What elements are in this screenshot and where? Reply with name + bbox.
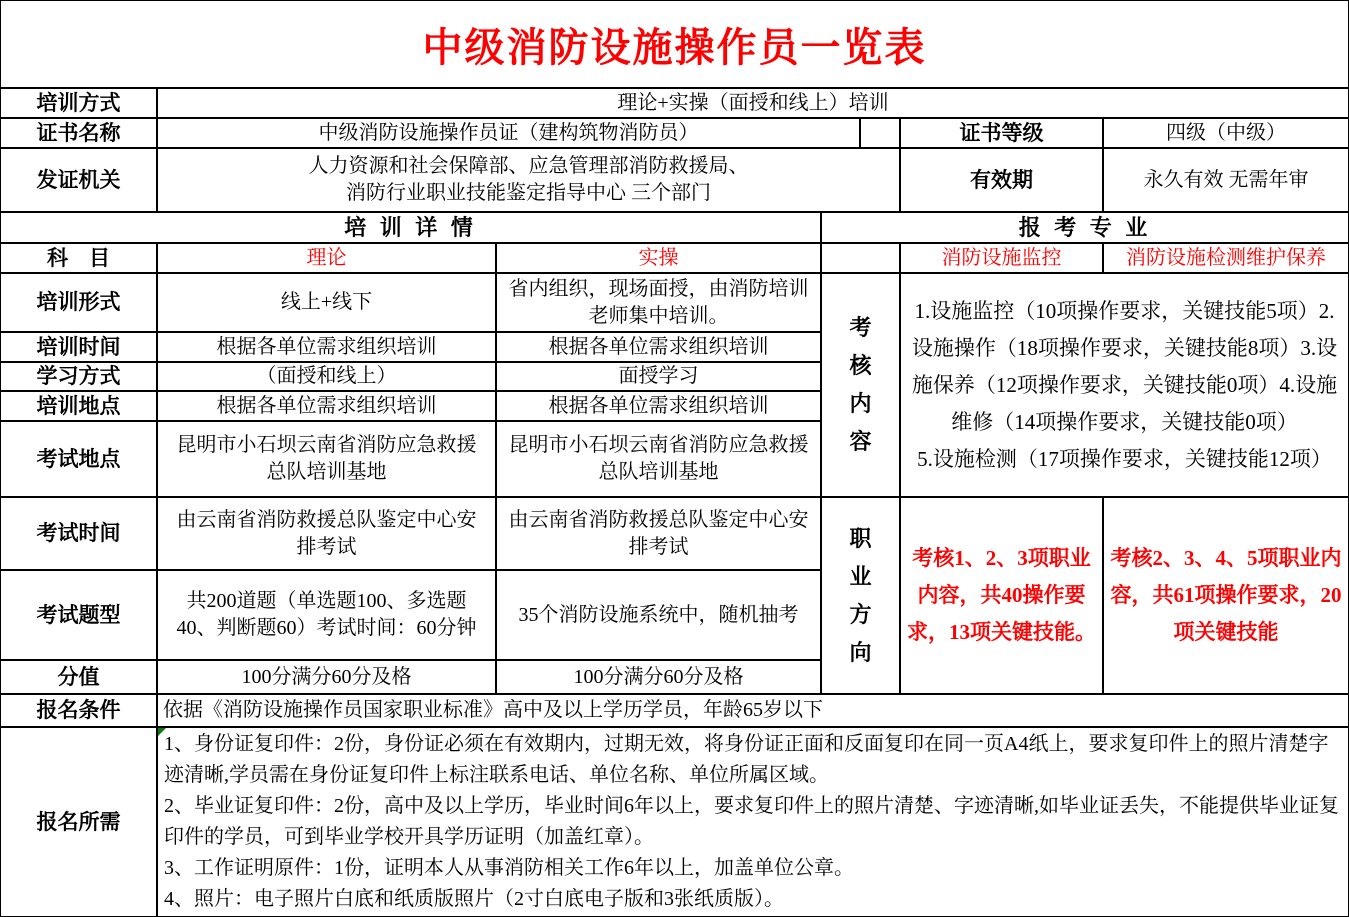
registration-condition-value: 依据《消防设施操作员国家职业标准》高中及以上学历学员，年龄65岁以下 xyxy=(158,695,1348,728)
learning-mode-label: 学习方式 xyxy=(1,363,158,392)
score-label: 分值 xyxy=(1,661,158,695)
certificate-spacer-cell xyxy=(861,119,901,149)
issuer-value xyxy=(158,149,901,213)
certificate-level-value: 四级（中级） xyxy=(1104,119,1348,149)
row-registration-required xyxy=(1,728,1348,916)
training-time-label: 培训时间 xyxy=(1,333,158,363)
exam-place-practice: 昆明市小石坝云南省消防应急救援总队培训基地 xyxy=(497,422,822,498)
score-theory: 100分满分60分及格 xyxy=(158,661,497,695)
career-label xyxy=(822,498,901,695)
exam-major-section xyxy=(822,274,1348,695)
validity-value: 永久有效 无需年审 xyxy=(1104,149,1348,213)
subject-theory: 理论 xyxy=(158,244,497,274)
training-place-practice: 根据各单位需求组织培训 xyxy=(497,392,822,422)
cell-comment-marker-icon xyxy=(158,728,166,736)
registration-required-item: 4、照片：电子照片白底和纸质版照片（2寸白底电子版和3张纸质版）。 xyxy=(164,888,784,910)
assessment-label-text: 考核内容 xyxy=(849,315,872,454)
certificate-name-label: 证书名称 xyxy=(1,119,158,149)
training-form-label: 培训形式 xyxy=(1,274,158,333)
assessment-label xyxy=(822,274,901,498)
learning-mode-practice: 面授学习 xyxy=(497,363,822,392)
subject-label: 科 目 xyxy=(1,244,158,274)
career-block xyxy=(822,498,1348,695)
exam-major-header: 报 考 专 业 xyxy=(822,213,1348,244)
certificate-name-value: 中级消防设施操作员证（建构筑物消防员） xyxy=(158,119,861,149)
exam-time-practice: 由云南省消防救援总队鉴定中心安排考试 xyxy=(497,498,822,571)
exam-time-label: 考试时间 xyxy=(1,498,158,571)
middle-section xyxy=(1,274,1348,695)
assessment-content-part2: 5.设施检测（17项操作要求，关键技能12项） xyxy=(917,446,1332,471)
score-practice: 100分满分60分及格 xyxy=(497,661,822,695)
exam-place-label: 考试地点 xyxy=(1,422,158,498)
registration-required-list xyxy=(158,728,1348,916)
registration-required-item: 2、毕业证复印件：2份，高中及以上学历，毕业时间6年以上，要求复印件上的照片清楚、字迹清晰,如毕业证丢失，不能提供毕业证复印件的学员，可到毕业学校开具学历证明（加盖红章）。 xyxy=(164,795,1339,848)
subject-spacer-cell xyxy=(822,244,901,274)
assessment-block xyxy=(822,274,1348,498)
training-form-practice: 省内组织，现场面授，由消防培训老师集中培训。 xyxy=(497,274,822,333)
training-method-value: 理论+实操（面授和线上）培训 xyxy=(158,89,1348,119)
training-detail-section xyxy=(1,274,822,695)
assessment-content-part1: 1.设施监控（10项操作要求，关键技能5项）2.设施操作（18项操作要求，关键技能8项）3.设施保养（12项操作要求，关键技能0项）4.设施维修（14项操作要求，关键技能0项） xyxy=(911,298,1338,434)
row-exam-time xyxy=(1,498,822,571)
validity-label: 有效期 xyxy=(901,149,1104,213)
registration-required-label: 报名所需 xyxy=(1,728,158,916)
row-training-form xyxy=(1,274,822,333)
exam-format-practice: 35个消防设施系统中，随机抽考 xyxy=(497,571,822,661)
training-place-label: 培训地点 xyxy=(1,392,158,422)
row-section-headers xyxy=(1,213,1348,244)
exam-format-label: 考试题型 xyxy=(1,571,158,661)
row-exam-place xyxy=(1,422,822,498)
registration-required-item: 1、身份证复印件：2份，身份证必须在有效期内，过期无效，将身份证正面和反面复印在同一页A4纸上，要求复印件上的照片清楚字迹清晰,学员需在身份证复印件上标注联系电话、单位名称、单位所属区域。 xyxy=(164,733,1329,786)
row-training-place xyxy=(1,392,822,422)
assessment-content xyxy=(901,274,1348,498)
exam-format-theory: 共200道题（单选题100、多选题40、判断题60）考试时间：60分钟 xyxy=(158,571,497,661)
row-training-method xyxy=(1,89,1348,119)
issuer-label: 发证机关 xyxy=(1,149,158,213)
learning-mode-theory: （面授和线上） xyxy=(158,363,497,392)
training-place-theory: 根据各单位需求组织培训 xyxy=(158,392,497,422)
training-detail-header: 培 训 详 情 xyxy=(1,213,822,244)
row-registration-condition xyxy=(1,695,1348,728)
training-method-label: 培训方式 xyxy=(1,89,158,119)
issuer-value-line1: 人力资源和社会保障部、应急管理部消防救援局、 xyxy=(308,155,749,177)
row-issuer xyxy=(1,149,1348,213)
training-time-theory: 根据各单位需求组织培训 xyxy=(158,333,497,363)
certificate-level-label: 证书等级 xyxy=(901,119,1104,149)
exam-place-theory: 昆明市小石坝云南省消防应急救援总队培训基地 xyxy=(158,422,497,498)
major-maintenance-header: 消防设施检测维护保养 xyxy=(1104,244,1348,274)
career-label-text: 职业方向 xyxy=(849,525,872,665)
row-learning-mode xyxy=(1,363,822,392)
training-form-theory: 线上+线下 xyxy=(158,274,497,333)
page-title: 中级消防设施操作员一览表 xyxy=(1,1,1348,89)
registration-condition-label: 报名条件 xyxy=(1,695,158,728)
row-score xyxy=(1,661,822,695)
row-training-time xyxy=(1,333,822,363)
major-monitoring-header: 消防设施监控 xyxy=(901,244,1104,274)
exam-time-theory: 由云南省消防救援总队鉴定中心安排考试 xyxy=(158,498,497,571)
row-exam-format xyxy=(1,571,822,661)
row-subject xyxy=(1,244,1348,274)
registration-required-item: 3、工作证明原件：1份，证明本人从事消防相关工作6年以上，加盖单位公章。 xyxy=(164,857,854,879)
issuer-value-line2: 消防行业职业技能鉴定指导中心 三个部门 xyxy=(346,182,711,204)
career-monitoring: 考核1、2、3项职业内容，共40操作要求，13项关键技能。 xyxy=(901,498,1104,695)
career-maintenance: 考核2、3、4、5项职业内容，共61项操作要求，20项关键技能 xyxy=(1104,498,1348,695)
training-time-practice: 根据各单位需求组织培训 xyxy=(497,333,822,363)
subject-practice: 实操 xyxy=(497,244,822,274)
row-certificate xyxy=(1,119,1348,149)
